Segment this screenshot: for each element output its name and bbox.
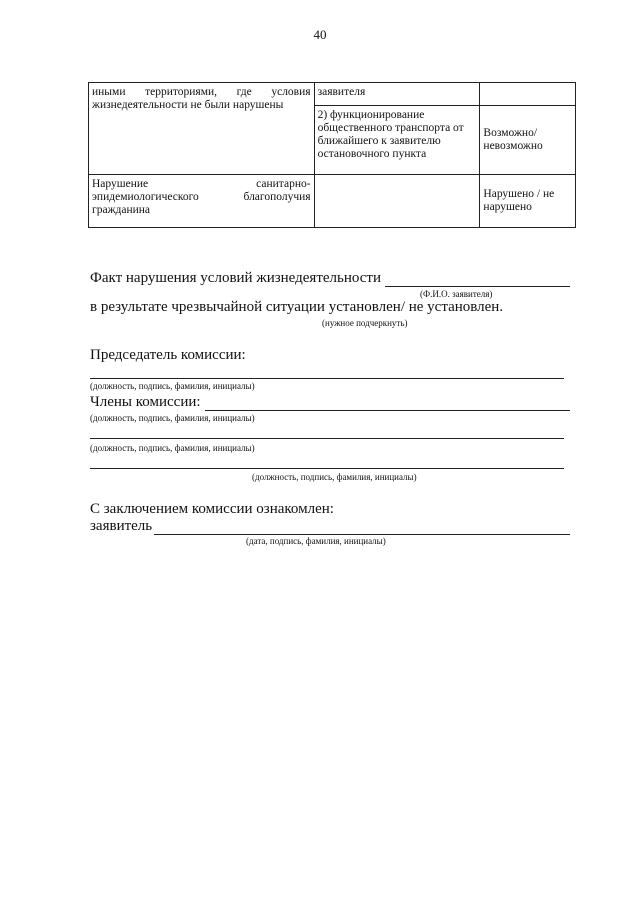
underline-hint: (нужное подчеркнуть) (322, 318, 408, 328)
page-number: 40 (313, 27, 327, 42)
fact-section (90, 270, 570, 328)
applicant-label: заявитель (90, 518, 153, 534)
members-label: Члены комиссии: (90, 394, 201, 410)
position-hint: (должность, подпись, фамилия, инициалы) (252, 472, 417, 482)
conditions-table (88, 82, 576, 228)
fact-result: в результате чрезвычайной ситуации установлен/ не установлен. (90, 299, 504, 315)
date-hint: (дата, подпись, фамилия, инициалы) (246, 536, 386, 546)
member-signature-line[interactable] (90, 438, 564, 439)
item-cell: заявителя (314, 83, 480, 106)
item-cell (314, 175, 480, 228)
criterion-text: иными территориями, где условия (92, 86, 311, 98)
position-hint: (должность, подпись, фамилия, инициалы) (90, 413, 255, 423)
item-cell: 2) функционирование общественного транспорта от ближайшего к заявителю остановочного пункта (314, 106, 480, 175)
table-row (89, 175, 576, 228)
chair-label: Председатель комиссии: (90, 347, 246, 363)
criterion-text: гражданина (92, 204, 151, 216)
applicant-signature-line[interactable] (154, 521, 570, 535)
acknowledgement-title: С заключением комиссии ознакомлен: (90, 501, 334, 517)
applicant-line (90, 518, 570, 535)
member-signature-line[interactable] (90, 468, 564, 469)
criterion-cell (89, 175, 315, 228)
status-cell: Возможно/ невозможно (480, 106, 576, 175)
fact-line (90, 270, 570, 287)
criterion-text: Нарушение санитарно- (92, 178, 311, 190)
members-line (90, 394, 570, 411)
status-cell: Нарушено / не нарушено (480, 175, 576, 228)
position-hint: (должность, подпись, фамилия, инициалы) (90, 381, 255, 391)
criterion-text-italic: жизнедеятельности не были нарушены (92, 99, 284, 111)
name-hint: (Ф.И.О. заявителя) (420, 289, 493, 299)
criterion-cell (89, 83, 315, 175)
members-section (90, 394, 570, 411)
table-row (89, 83, 576, 106)
applicant-name-field[interactable] (385, 273, 570, 287)
member-signature-line[interactable] (205, 397, 570, 411)
applicant-section (90, 518, 570, 546)
status-cell (480, 83, 576, 106)
criterion-text: эпидемиологического благополучия (92, 191, 311, 203)
fact-label: Факт нарушения условий жизнедеятельности (90, 270, 382, 286)
chair-signature-line[interactable] (90, 378, 564, 379)
position-hint: (должность, подпись, фамилия, инициалы) (90, 443, 255, 453)
